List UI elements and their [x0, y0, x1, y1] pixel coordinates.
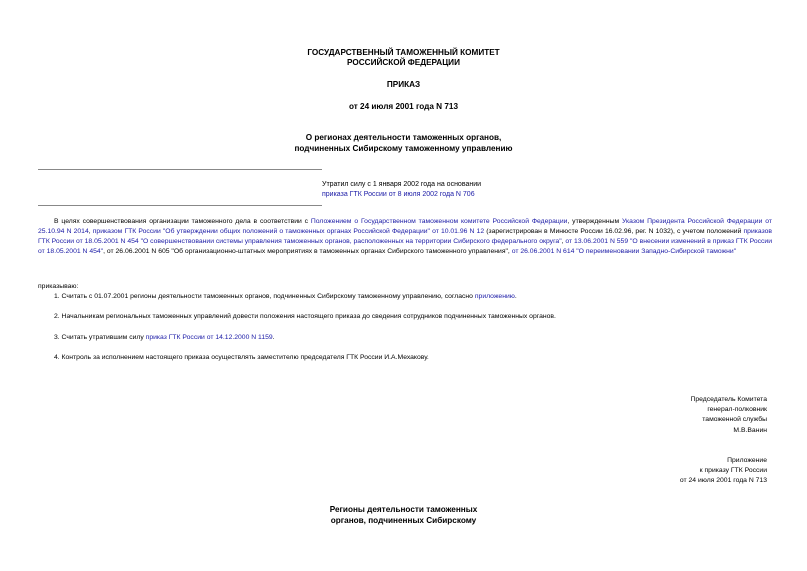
link-presidential-decree[interactable]: Указом Президента Российской Федерации от 25.10.94 N 2014 — [38, 218, 772, 235]
item-3-end: . — [272, 334, 275, 341]
link-order-454[interactable]: приказов ГТК России от 18.05.2001 N 454 "О совершенствовании системы управления таможенных органов, расположенных на территории Сибирского федерального округа" — [38, 228, 773, 245]
signature-name: М.В.Ванин — [733, 426, 767, 434]
link-order-614[interactable]: от 26.06.2001 N 614 "О переименовании Западно-Сибирской таможни" — [511, 248, 737, 255]
doc-type: ПРИКАЗ — [386, 80, 421, 89]
preamble-text-5: , — [561, 238, 566, 245]
item-1-text: 1. Считать с 01.07.2001 регионы деятельности таможенных органов, подчиненных Сибирскому таможенному управлению, согласно — [54, 293, 475, 300]
preamble-text-1: В целях совершенствования организации таможенного дела в соответствии с — [54, 218, 311, 225]
item-1 — [54, 292, 517, 302]
status-link[interactable]: приказа ГТК России от 8 июля 2002 года N 706 — [322, 191, 475, 198]
doc-date: от 24 июля 2001 года N 713 — [348, 102, 459, 111]
preamble-text-2: , утвержденным — [567, 218, 622, 225]
item-3 — [54, 333, 275, 343]
appendix-date: от 24 июля 2001 года N 713 — [679, 477, 767, 485]
divider-bottom — [38, 205, 322, 206]
item-1-end: . — [514, 293, 517, 300]
doc-title-line2: подчиненных Сибирскому таможенному управлению — [294, 144, 513, 153]
link-order-12[interactable]: приказом ГТК России "Об утверждении общих положений о таможенных органах Российской Федерации" от 10.01.96 N 12 — [92, 228, 485, 235]
preamble-paragraph — [38, 217, 772, 257]
status-text: Утратил силу с 1 января 2002 года на основании — [322, 181, 482, 188]
signature-title: Председатель Комитета — [690, 396, 767, 403]
signature-block — [567, 395, 767, 436]
order-word: приказываю: — [38, 283, 79, 290]
item-4: 4. Контроль за исполнением настоящего приказа осуществлять заместителю председателя ГТК России И.А.Мехакову. — [54, 354, 429, 361]
org-name-line1: ГОСУДАРСТВЕННЫЙ ТАМОЖЕННЫЙ КОМИТЕТ — [307, 48, 500, 57]
preamble-text-6: , от 26.06.2001 N 605 "Об организационно-штатных мероприятиях в таможенных органах Сибирского таможенного управления", — [103, 248, 512, 255]
appendix-title-line1: Регионы деятельности таможенных — [329, 505, 478, 514]
appendix-label: Приложение — [727, 457, 767, 464]
item-3-text: 3. Считать утратившим силу — [54, 334, 146, 341]
preamble-text-4: (зарегистрирован в Минюсте России 16.02.96, рег. N 1032), с учетом положений — [484, 228, 744, 235]
signature-rank-2: таможенной службы — [702, 416, 767, 424]
divider-top — [38, 169, 322, 170]
item-2: 2. Начальникам региональных таможенных управлений довести положения настоящего приказа до сведения сотрудников подчиненных таможенных органов. — [54, 313, 556, 320]
appendix-title-line2: органов, подчиненных Сибирскому — [330, 516, 477, 525]
link-order-1159[interactable]: приказ ГТК России от 14.12.2000 N 1159 — [145, 334, 273, 341]
signature-rank-1: генерал-полковник — [707, 406, 767, 414]
appendix-ref: к приказу ГТК России — [699, 467, 767, 475]
org-name-line2: РОССИЙСКОЙ ФЕДЕРАЦИИ — [347, 58, 460, 67]
link-gtk-regulation[interactable]: Положением о Государственном таможенном комитете Российской Федерации — [310, 218, 568, 225]
link-appendix[interactable]: приложению — [474, 293, 515, 300]
preamble-text-3: , — [88, 228, 93, 235]
appendix-header — [567, 456, 767, 487]
doc-title-line1: О регионах деятельности таможенных органов, — [305, 133, 502, 142]
link-order-559[interactable]: от 13.06.2001 N 559 "О внесении изменений в приказ ГТК России от 18.05.2001 N 454" — [38, 238, 772, 255]
